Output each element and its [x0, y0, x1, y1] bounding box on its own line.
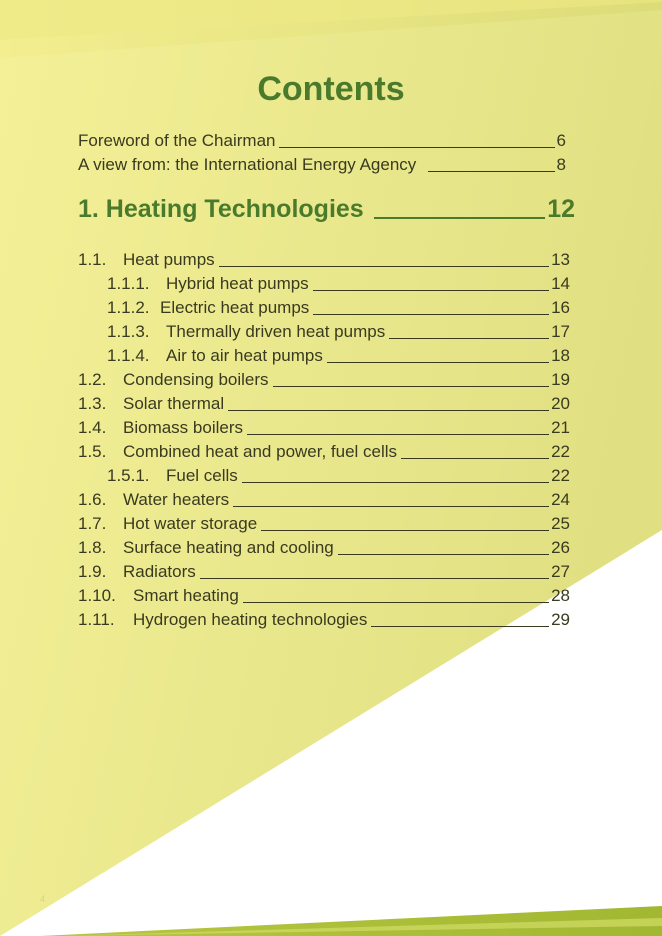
toc-section-page: 12: [547, 195, 575, 223]
toc-entry-page: 24: [551, 490, 570, 509]
leader-line: [242, 482, 549, 483]
toc-entry-number: 1.7.: [78, 514, 107, 533]
toc-entry-label: Hybrid heat pumps: [166, 274, 309, 293]
toc-entry-label: Surface heating and cooling: [123, 538, 334, 557]
leader-line: [401, 458, 549, 459]
toc-entry-label: Condensing boilers: [123, 370, 269, 389]
toc-entry-label: Air to air heat pumps: [166, 346, 323, 365]
toc-entry[interactable]: [78, 537, 570, 559]
leader-line: [247, 434, 549, 435]
toc-section-heading[interactable]: [78, 194, 575, 224]
toc-entry-number: 1.8.: [78, 538, 107, 557]
toc-entry-label: Hot water storage: [123, 514, 258, 533]
toc-entry-label: Smart heating: [133, 586, 239, 605]
toc-entry-page: 18: [551, 346, 570, 365]
toc-entry-number: 1.4.: [78, 418, 107, 437]
toc-entry-number: 1.10.: [78, 586, 116, 605]
toc-entry[interactable]: [78, 393, 570, 415]
toc-entry[interactable]: [78, 513, 570, 535]
toc-entry-number: 1.1.3.: [107, 322, 150, 341]
toc-entry-page: 22: [551, 466, 570, 485]
leader-line: [243, 602, 549, 603]
toc-entry-page: 26: [551, 538, 570, 557]
leader-line: [374, 217, 545, 219]
toc-entry-label: Combined heat and power, fuel cells: [123, 442, 398, 461]
toc-entry-label: Water heaters: [123, 490, 230, 509]
toc-entry[interactable]: [107, 297, 570, 319]
leader-line: [338, 554, 549, 555]
toc-entry[interactable]: [78, 561, 570, 583]
leader-line: [233, 506, 549, 507]
toc-entry[interactable]: [78, 609, 570, 631]
toc-entry[interactable]: [78, 369, 570, 391]
toc-entry-page: 19: [551, 370, 570, 389]
leader-line: [279, 147, 554, 148]
toc-entry[interactable]: [78, 154, 566, 176]
toc-entry-label: Electric heat pumps: [160, 298, 310, 317]
toc-entry-page: 6: [556, 131, 566, 150]
toc-entry-page: 13: [551, 250, 570, 269]
toc-entry-page: 25: [551, 514, 570, 533]
leader-line: [273, 386, 550, 387]
toc-entry[interactable]: [107, 345, 570, 367]
page-title: Contents: [257, 70, 405, 108]
leader-line: [219, 266, 549, 267]
toc-entry[interactable]: [78, 417, 570, 439]
toc-entry-label: A view from: the International Energy Agency: [78, 155, 417, 174]
toc-entry-page: 16: [551, 298, 570, 317]
toc-entry-label: Fuel cells: [166, 466, 238, 485]
toc-entry-number: 1.9.: [78, 562, 107, 581]
toc-entry-label: Radiators: [123, 562, 196, 581]
leader-line: [313, 314, 549, 315]
toc-entry-page: 28: [551, 586, 570, 605]
toc-entry[interactable]: [78, 130, 566, 152]
toc-entry-number: 1.1.1.: [107, 274, 150, 293]
toc-entry[interactable]: [78, 441, 570, 463]
leader-line: [371, 626, 549, 627]
toc-entry-page: 14: [551, 274, 570, 293]
toc-entry-label: Hydrogen heating technologies: [133, 610, 368, 629]
toc-entry-number: 1.1.: [78, 250, 107, 269]
toc-entry-label: Foreword of the Chairman: [78, 131, 276, 150]
toc-entry-page: 27: [551, 562, 570, 581]
leader-line: [389, 338, 549, 339]
toc-entry-number: 1.1.4.: [107, 346, 150, 365]
leader-line: [428, 171, 554, 172]
toc-entry-label: Thermally driven heat pumps: [166, 322, 386, 341]
leader-line: [228, 410, 549, 411]
toc-entry-number: 1.11.: [78, 610, 115, 629]
toc-entry-number: 1.2.: [78, 370, 107, 389]
toc-entry-label: Biomass boilers: [123, 418, 243, 437]
toc-entry[interactable]: [107, 465, 570, 487]
toc-entry-number: 1.3.: [78, 394, 107, 413]
toc-entry-page: 21: [551, 418, 570, 437]
toc-entry-label: Solar thermal: [123, 394, 225, 413]
leader-line: [313, 290, 549, 291]
toc-entry[interactable]: [78, 585, 570, 607]
leader-line: [200, 578, 549, 579]
leader-line: [327, 362, 549, 363]
toc-entry-page: 29: [551, 610, 570, 629]
toc-entry-number: 1.1.2.: [107, 298, 150, 317]
toc-entry-label: Heat pumps: [123, 250, 215, 269]
toc-entry-page: 20: [551, 394, 570, 413]
leader-line: [261, 530, 549, 531]
toc-entry-page: 22: [551, 442, 570, 461]
toc-entry[interactable]: [107, 321, 570, 343]
toc-entry[interactable]: [107, 273, 570, 295]
toc-entry-number: 1.5.1.: [107, 466, 150, 485]
toc-entry[interactable]: [78, 489, 570, 511]
toc-entry-page: 17: [551, 322, 570, 341]
toc-entry[interactable]: [78, 249, 570, 271]
toc-section-label: 1. Heating Technologies: [78, 195, 364, 223]
toc-entry-page: 8: [556, 155, 566, 174]
page-number: 4: [40, 894, 46, 904]
toc-entry-number: 1.6.: [78, 490, 107, 509]
toc-entry-number: 1.5.: [78, 442, 107, 461]
